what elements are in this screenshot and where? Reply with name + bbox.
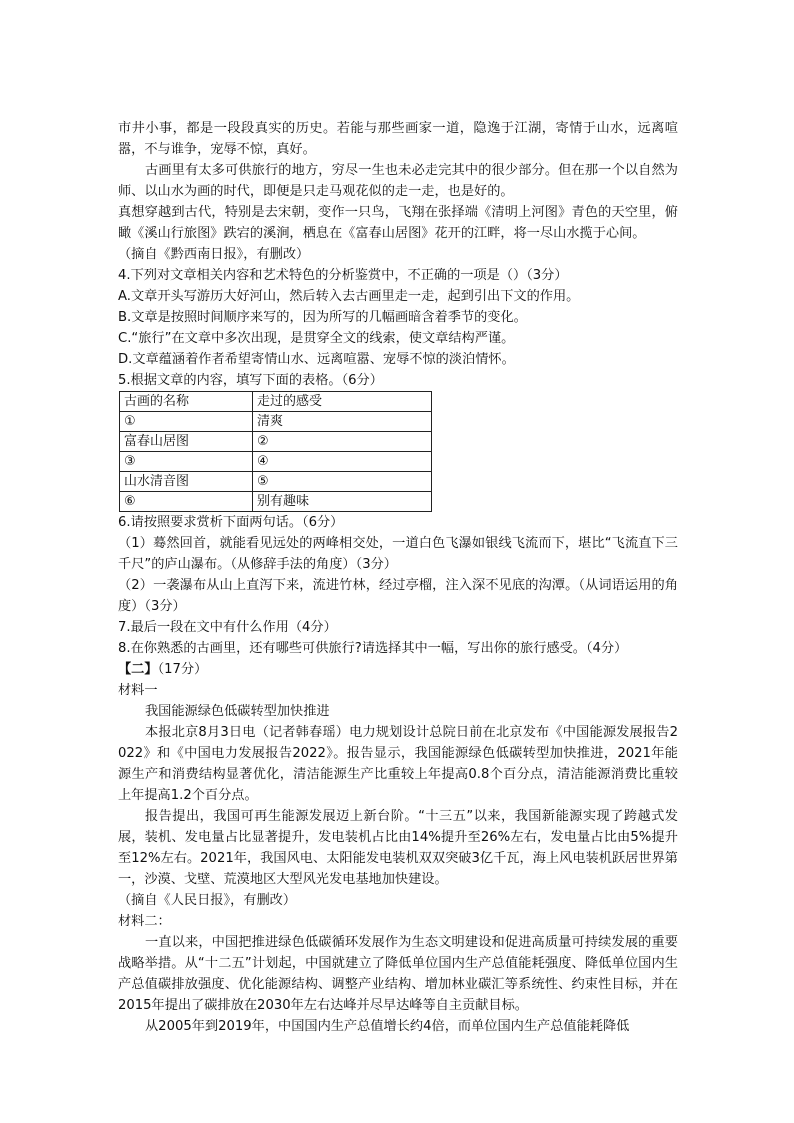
table-row	[120, 452, 432, 472]
table-cell: 富春山居图	[120, 432, 253, 452]
table-row	[120, 432, 432, 452]
table-header-row	[120, 392, 432, 412]
passage-paragraph: 古画里有太多可供旅行的地方，穷尽一生也未必走完其中的很少部分。但在那一个以自然为师、以山水为画的时代，即便是只走马观花似的走一走，也是好的。	[118, 163, 678, 199]
table-row	[120, 472, 432, 492]
table-cell: 清爽	[253, 412, 432, 432]
section-2-heading	[118, 659, 678, 680]
question-6-sentence-2: （2）一袭瀑布从山上直泻下来，流进竹林，经过亭榴，注入深不见底的沟潭。（从词语运用的角度）（3分）	[118, 578, 678, 614]
passage-paragraph: 真想穿越到古代，特别是去宋朝，变作一只鸟，飞翔在张择端《清明上河图》青色的天空里，俯瞰《溪山行旅图》跌宕的溪涧，栖息在《富春山居图》花开的江畔，将一尽山水揽于心间。	[118, 205, 678, 241]
table-header-cell: 走过的感受	[253, 392, 432, 412]
question-4-option-b: B.文章是按照时间顺序来写的，因为所写的几幅画暗含着季节的变化。	[118, 310, 527, 325]
table-header-cell: 古画的名称	[120, 392, 253, 412]
question-6-sentence-1: （1）蓦然回首，就能看见远处的两峰相交处，一道白色飞瀑如银线飞流而下，堪比“飞流直下三千尺”的庐山瀑布。（从修辞手法的角度）（3分）	[118, 536, 678, 572]
question-6-stem: 6.请按照要求赏析下面两句话。（6分）	[118, 515, 344, 530]
question-7: 7.最后一段在文中有什么作用（4分）	[118, 620, 337, 635]
section-2-label: 【二】	[118, 662, 158, 677]
question-4-stem: 4.下列对文章相关内容和艺术特色的分析鉴赏中，不正确的一项是（）（3分）	[118, 268, 568, 283]
question-4-option-d: D.文章蕴涵着作者希望寄情山水、远离喧嚣、宠辱不惊的淡泊情怀。	[118, 352, 515, 367]
material-1-label: 材料一	[118, 683, 158, 698]
material-1-paragraph: 本报北京8月3日电（记者韩春瑶）电力规划设计总院日前在北京发布《中国能源发展报告2022》和《中国电力发展报告2022》。报告显示，我国能源绿色低碳转型加快推进，2021年能源生产和消费结构显著优化，清洁能源生产比重较上年提高0.8个百分点，清洁能源消费比重较上年提高1.2个百分点。	[118, 725, 678, 803]
table-cell: ①	[120, 412, 253, 432]
material-1-title: 我国能源绿色低碳转型加快推进	[145, 704, 330, 719]
table-cell: 别有趣味	[253, 492, 432, 512]
material-2-paragraph: 从2005年到2019年，中国国内生产总值增长约4倍，而单位国内生产总值能耗降低	[145, 1019, 630, 1034]
material-2-label: 材料二：	[118, 914, 171, 929]
material-1-paragraph: 报告提出，我国可再生能源发展迈上新台阶。“十三五”以来，我国新能源实现了跨越式发展，装机、发电量占比显著提升，发电装机占比由14%提升至26%左右，发电量占比由5%提升至12%左右。2021年，我国风电、太阳能发电装机双双突破3亿千瓦，海上风电装机跃居世界第一，沙漠、戈壁、荒漠地区大型风光发电基地加快建设。	[118, 809, 678, 887]
question-5-table	[119, 391, 432, 512]
material-2-paragraph: 一直以来，中国把推进绿色低碳循环发展作为生态文明建设和促进高质量可持续发展的重要战略举措。从“十二五”计划起，中国就建立了降低单位国内生产总值能耗强度、降低单位国内生产总值碳排放强度、优化能源结构、调整产业结构、增加林业碳汇等系统性、约束性目标，并在2015年提出了碳排放在2030年左右达峰并尽早达峰等自主贡献目标。	[118, 935, 678, 1013]
table-cell: ②	[253, 432, 432, 452]
section-2-score: （17分）	[157, 662, 208, 677]
exam-page	[118, 118, 678, 1037]
question-5-stem: 5.根据文章的内容，填写下面的表格。（6分）	[118, 373, 383, 388]
table-cell: ④	[253, 452, 432, 472]
question-4-option-a: A.文章开头写游历大好河山，然后转入去古画里走一走，起到引出下文的作用。	[118, 289, 580, 304]
material-1-source: （摘自《人民日报》，有删改）	[118, 893, 297, 908]
passage-source: （摘自《黔西南日报》，有删改）	[118, 247, 310, 262]
question-8: 8.在你熟悉的古画里，还有哪些可供旅行?请选择其中一幅，写出你的旅行感受。（4分）	[118, 641, 628, 656]
table-row	[120, 492, 432, 512]
table-cell: ③	[120, 452, 253, 472]
passage-paragraph: 市井小事，都是一段段真实的历史。若能与那些画家一道，隐逸于江湖，寄情于山水，远离喧嚣，不与谁争，宠辱不惊，真好。	[118, 121, 678, 157]
table-cell: ⑥	[120, 492, 253, 512]
question-4-option-c: C.“旅行”在文章中多次出现，是贯穿全文的线索，使文章结构严谨。	[118, 331, 515, 346]
table-cell: ⑤	[253, 472, 432, 492]
table-cell: 山水清音图	[120, 472, 253, 492]
table-row	[120, 412, 432, 432]
